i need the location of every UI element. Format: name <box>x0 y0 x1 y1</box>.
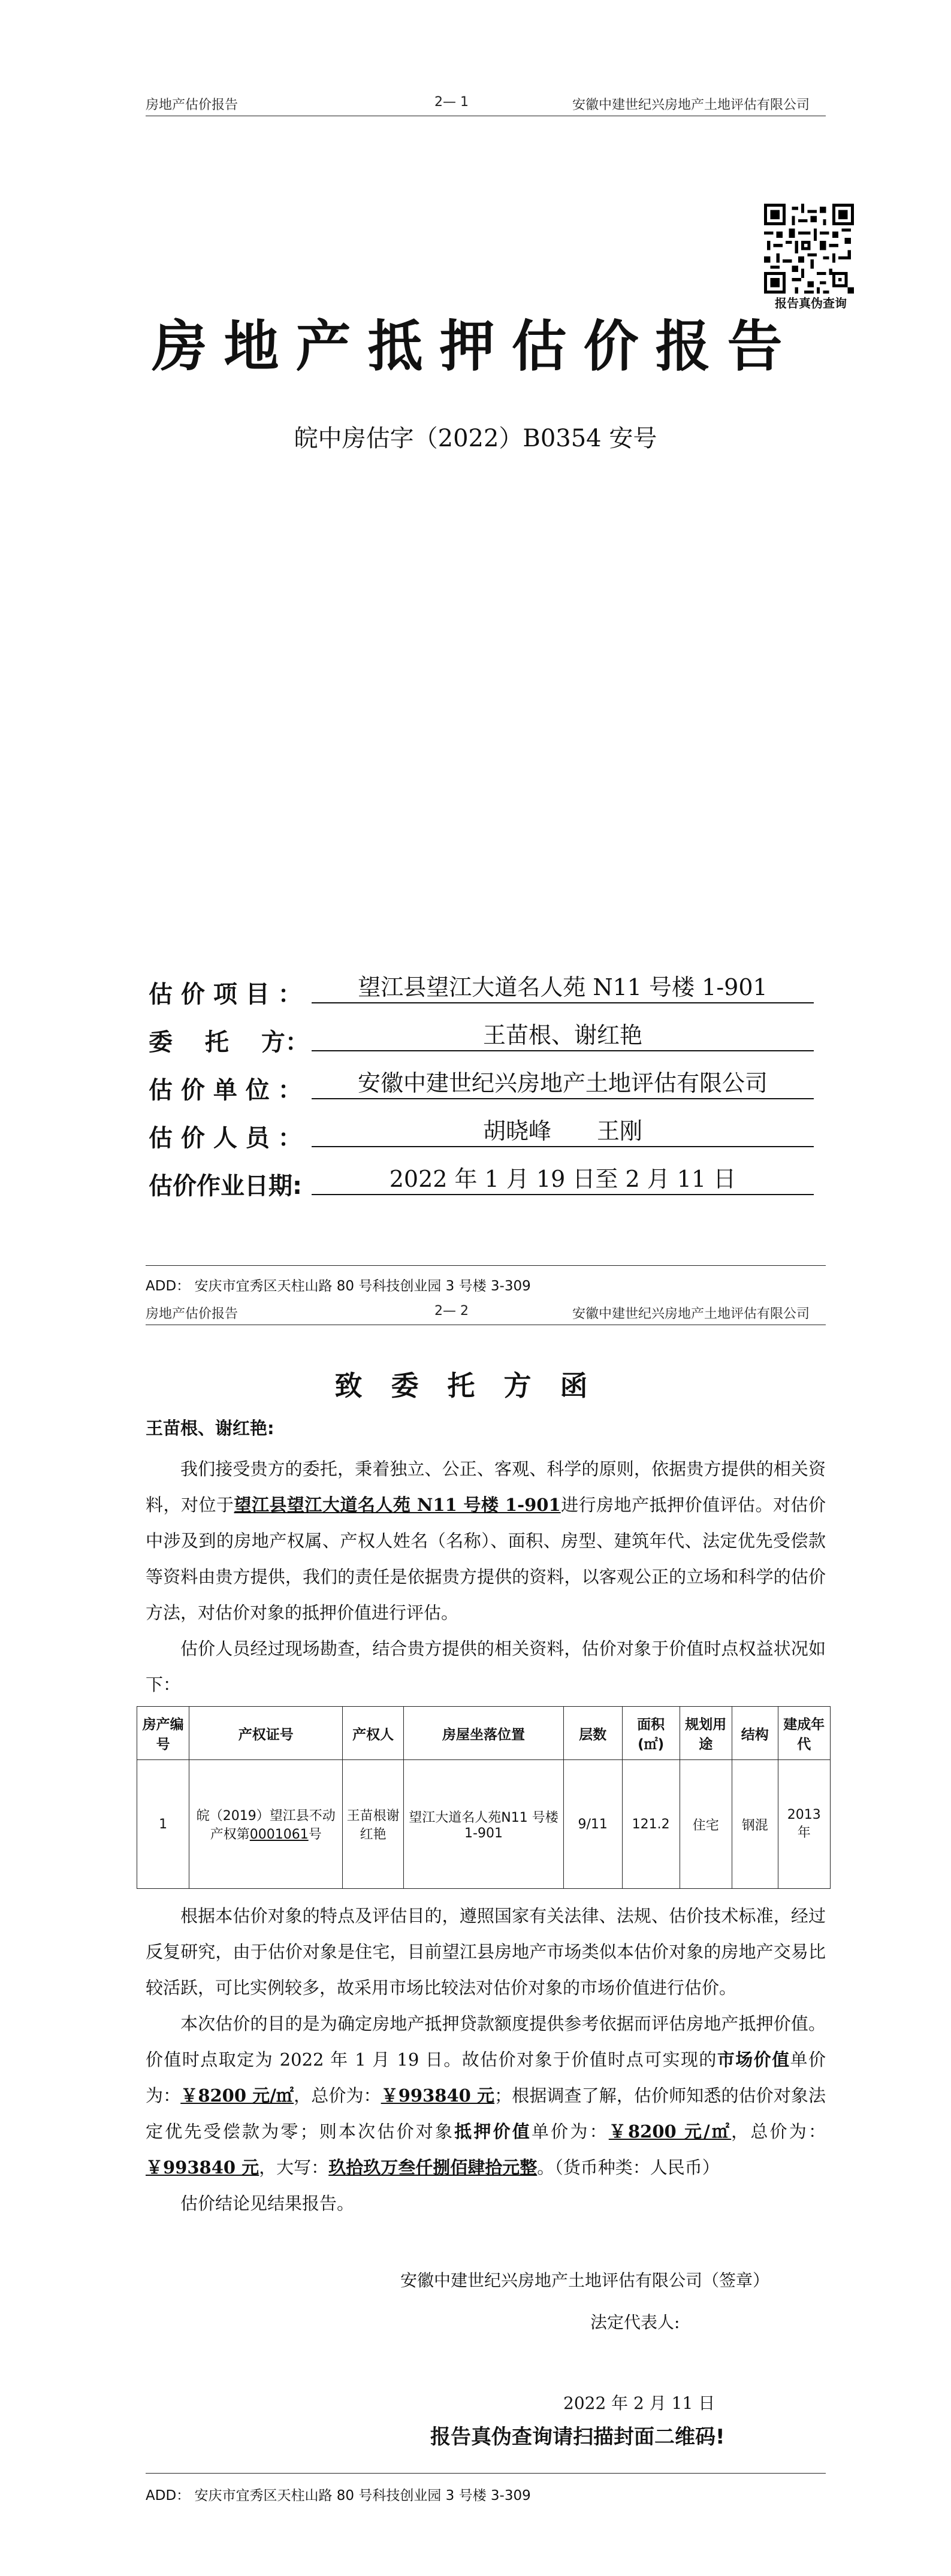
cell-owner: 王苗根谢红艳 <box>343 1760 404 1889</box>
market-total-price: ￥993840 元 <box>381 2085 495 2106</box>
cell-location: 望江大道名人苑N11 号楼 1-901 <box>404 1760 563 1889</box>
col-header-number: 房产编号 <box>137 1707 189 1760</box>
cell-area: 121.2 <box>622 1760 680 1889</box>
signature-date: 2022 年 2 月 11 日 <box>563 2393 715 2413</box>
header-left: 房地产估价报告 <box>146 98 238 113</box>
info-value-appraisers: 胡晓峰 王刚 <box>312 1118 814 1147</box>
col-header-floors: 层数 <box>563 1707 622 1760</box>
amount-in-words: 玖拾玖万叁仟捌佰肆拾元整 <box>328 2157 538 2178</box>
qr-code-icon[interactable] <box>764 204 854 294</box>
letter-title: 致委托方函 <box>334 1369 617 1402</box>
report-title: 房地产抵押估价报告 <box>152 314 799 379</box>
table-header-row <box>137 1707 831 1760</box>
cell-number: 1 <box>137 1760 189 1889</box>
property-address: 望江县望江大道名人苑 N11 号楼 1-901 <box>234 1495 561 1515</box>
col-header-area: 面积(㎡) <box>622 1707 680 1760</box>
cell-cert: 皖（2019）望江县不动产权第0001061号 <box>189 1760 343 1889</box>
market-unit-price: ￥8200 元/㎡ <box>180 2085 294 2106</box>
footer-address: ADD： 安庆市宜秀区天柱山路 80 号科技创业园 3 号楼 3-309 <box>146 1278 531 1294</box>
col-header-cert: 产权证号 <box>189 1707 343 1760</box>
mortgage-total-price: ￥993840 元 <box>146 2157 259 2178</box>
cell-use: 住宅 <box>680 1760 732 1889</box>
paragraph-intro: 我们接受贵方的委托，秉着独立、公正、客观、科学的原则，依据贵方提供的相关资料，对位于望江县望江大道名人苑 N11 号楼 1-901进行房地产抵押价值评估。对估价中涉及到的房地产权属、产权人姓名（名称）、面积、房型、建筑年代、法定优先受偿款等资料由贵方提供，我们的责任是依据贵方提供的资料，以客观公正的立场和科学的估价方法，对估价对象的抵押价值进行评估。 <box>146 1459 826 1623</box>
info-value-work-date: 2022 年 1 月 19 日至 2 月 11 日 <box>312 1166 814 1195</box>
paragraph-survey: 估价人员经过现场勘查，结合贵方提供的相关资料，估价对象于价值时点权益状况如下： <box>146 1638 826 1695</box>
verify-notice: 报告真伪查询请扫描封面二维码! <box>430 2425 725 2449</box>
signature-representative: 法定代表人: <box>590 2312 680 2332</box>
info-label-client: 委 托 方： <box>149 1029 309 1056</box>
cell-floors: 9/11 <box>563 1760 622 1889</box>
header-page-number: 2— 1 <box>434 95 469 110</box>
paragraph-conclusion: 本次估价的目的是为确定房地产抵押贷款额度提供参考依据而评估房地产抵押价值。价值时点取定为 2022 年 1 月 19 日。故估价对象于价值时点可实现的市场价值单价为：￥8200 元/㎡，总价为：￥993840 元；根据调查了解，估价师知悉的估价对象法定优先受偿款为零；则本次估价对象抵押价值单价为：￥8200 元/㎡，总价为：￥993840 元，大写：玖拾玖万叁仟捌佰肆拾元整。（货币种类：人民币） <box>146 2013 826 2178</box>
header-right: 安徽中建世纪兴房地产土地评估有限公司 <box>572 98 810 113</box>
table-row <box>137 1760 831 1889</box>
footer-rule <box>146 1265 826 1266</box>
info-label-work-date: 估价作业日期: <box>149 1172 302 1200</box>
property-table <box>137 1706 831 1889</box>
info-value-client: 王苗根、谢红艳 <box>312 1022 814 1051</box>
salutation: 王苗根、谢红艳: <box>146 1418 274 1438</box>
info-label-project: 估 价 项 目 ： <box>149 981 302 1008</box>
col-header-year: 建成年代 <box>778 1707 830 1760</box>
footer-address: ADD： 安庆市宜秀区天柱山路 80 号科技创业园 3 号楼 3-309 <box>146 2488 531 2504</box>
qr-caption: 报告真伪查询 <box>775 296 847 310</box>
header-right: 安徽中建世纪兴房地产土地评估有限公司 <box>572 1307 810 1322</box>
info-label-appraiser-company: 估 价 单 位 ： <box>149 1077 302 1104</box>
col-header-owner: 产权人 <box>343 1707 404 1760</box>
info-value-appraiser-company: 安徽中建世纪兴房地产土地评估有限公司 <box>312 1070 814 1099</box>
col-header-location: 房屋坐落位置 <box>404 1707 563 1760</box>
cell-year: 2013 年 <box>778 1760 830 1889</box>
info-value-project: 望江县望江大道名人苑 N11 号楼 1-901 <box>312 974 814 1003</box>
signature-company: 安徽中建世纪兴房地产土地评估有限公司（签章） <box>400 2270 770 2290</box>
report-number: 皖中房估字（2022）B0354 安号 <box>294 425 657 452</box>
footer-rule <box>146 2473 826 2474</box>
header-left: 房地产估价报告 <box>146 1307 238 1322</box>
header-page-number: 2— 2 <box>434 1304 469 1319</box>
col-header-structure: 结构 <box>732 1707 778 1760</box>
col-header-use: 规划用途 <box>680 1707 732 1760</box>
cell-structure: 钢混 <box>732 1760 778 1889</box>
info-label-appraisers: 估 价 人 员 ： <box>149 1124 302 1152</box>
paragraph-see-result: 估价结论见结果报告。 <box>180 2193 355 2214</box>
mortgage-unit-price: ￥8200 元/㎡ <box>608 2121 732 2142</box>
paragraph-method: 根据本估价对象的特点及评估目的，遵照国家有关法律、法规、估价技术标准，经过反复研究，由于估价对象是住宅，目前望江县房地产市场类似本估价对象的房地产交易比较活跃，可比实例较多，故采用市场比较法对估价对象的市场价值进行估价。 <box>146 1906 826 1998</box>
